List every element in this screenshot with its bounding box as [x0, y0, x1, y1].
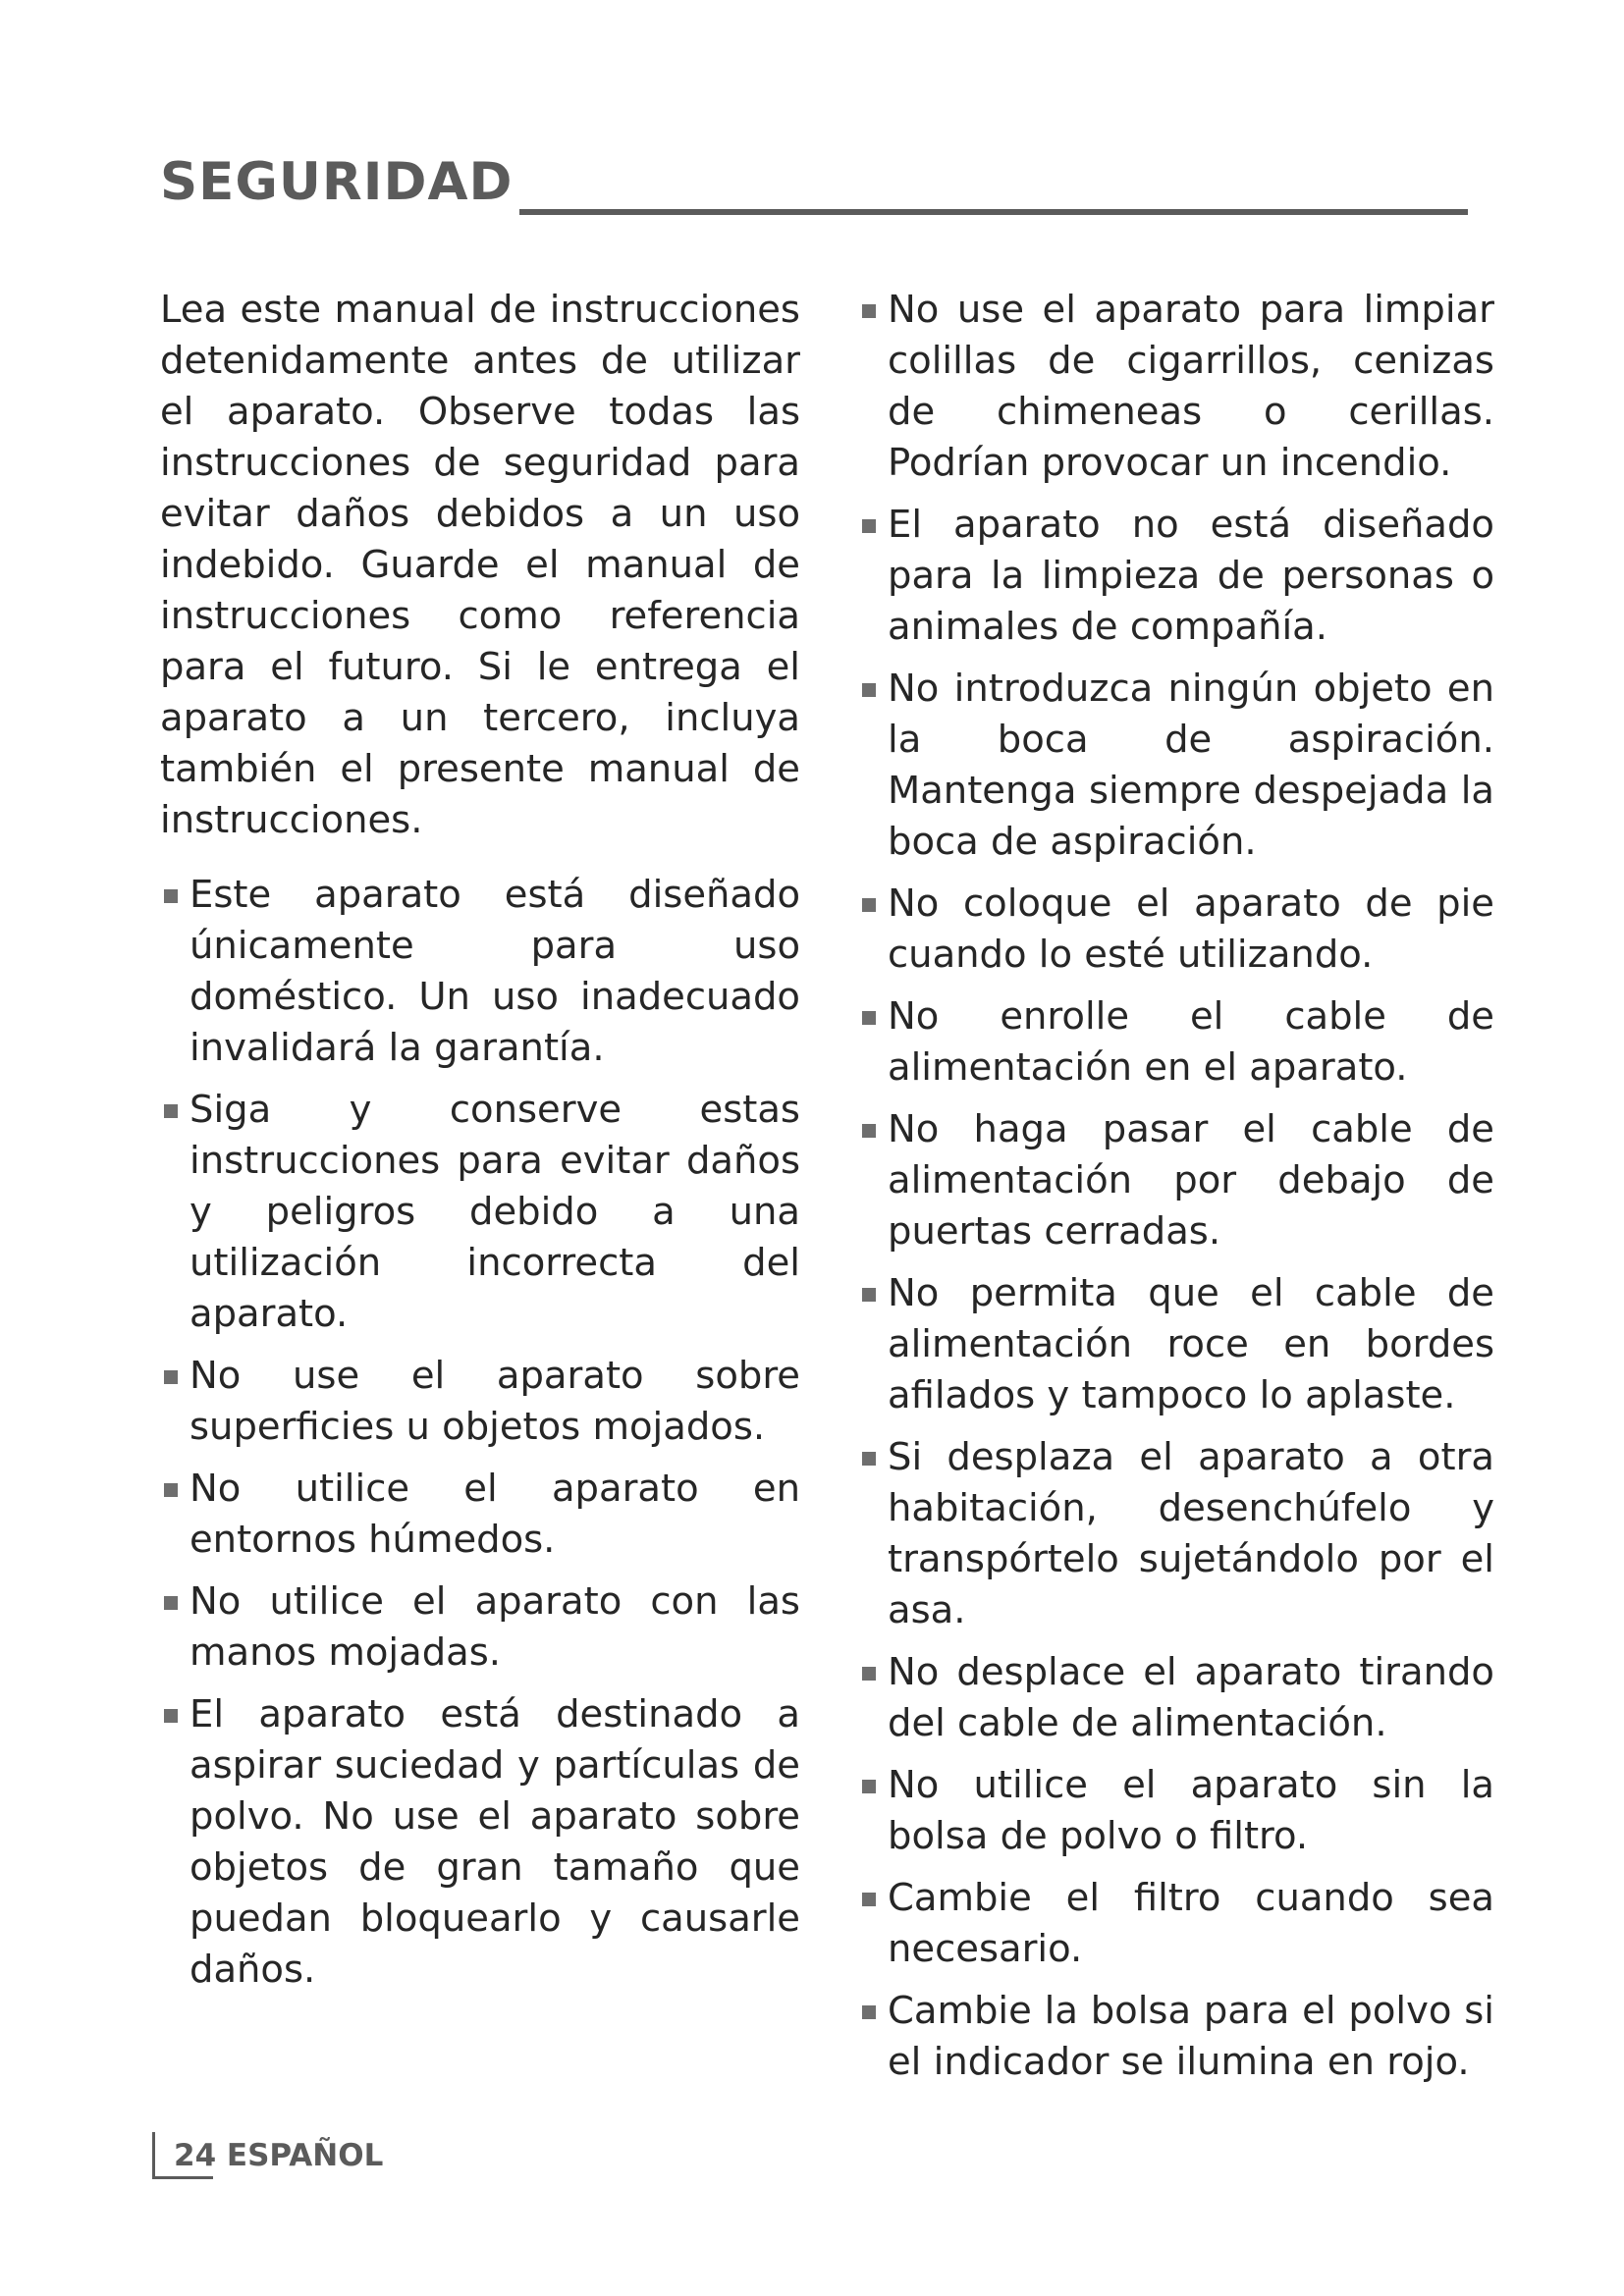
list-item	[858, 1647, 1494, 1749]
list-item-text: El aparato está destinado a aspirar suciedad y partículas de polvo. No use el aparato sobre objetos de gran tamaño que puedan bloquearlo y causarle daños.	[189, 1692, 800, 1992]
list-item	[858, 500, 1494, 653]
list-item	[858, 1986, 1494, 2088]
square-bullet-icon	[862, 898, 876, 912]
square-bullet-icon	[164, 889, 178, 903]
list-item	[858, 879, 1494, 981]
list-item-text: Si desplaza el aparato a otra habitación, desenchúfelo y transpórtelo sujetándolo por el asa.	[888, 1435, 1494, 1632]
list-item	[858, 991, 1494, 1094]
square-bullet-icon	[164, 1104, 178, 1118]
list-item	[160, 1576, 800, 1679]
list-item-text: No coloque el aparato de pie cuando lo esté utilizando.	[888, 881, 1494, 977]
list-item	[160, 1351, 800, 1453]
list-item-text: Este aparato está diseñado únicamente para uso doméstico. Un uso inadecuado invalidará la garantía.	[189, 873, 800, 1070]
list-item-text: No haga pasar el cable de alimentación por debajo de puertas cerradas.	[888, 1107, 1494, 1254]
section-heading	[160, 147, 1468, 220]
intro-paragraph: Lea este manual de instrucciones detenidamente antes de utilizar el aparato. Observe todas las instrucciones de seguridad para evitar daños debidos a un uso indebido. Guarde el manual de instrucciones como referencia para el futuro. Si le entrega el aparato a un tercero, incluya también el presente manual de instrucciones.	[160, 288, 800, 842]
list-item	[858, 664, 1494, 868]
list-item-text: No use el aparato sobre superficies u objetos mojados.	[189, 1354, 800, 1449]
list-item	[160, 1085, 800, 1340]
list-item	[858, 1268, 1494, 1421]
heading-rule	[519, 209, 1468, 215]
square-bullet-icon	[862, 1452, 876, 1466]
list-item-text: No permita que el cable de alimentación roce en bordes afilados y tampoco lo aplaste.	[888, 1271, 1494, 1417]
square-bullet-icon	[862, 683, 876, 697]
footer-corner-mark	[152, 2132, 155, 2179]
square-bullet-icon	[862, 1893, 876, 1906]
square-bullet-icon	[862, 1288, 876, 1302]
list-item-text: No utilice el aparato con las manos mojadas.	[189, 1579, 800, 1675]
square-bullet-icon	[862, 1780, 876, 1793]
list-item-text: No desplace el aparato tirando del cable de alimentación.	[888, 1650, 1494, 1745]
list-item-text: No use el aparato para limpiar colillas de cigarrillos, cenizas de chimeneas o cerillas. Podrían provocar un incendio.	[888, 288, 1494, 485]
list-item-text: No enrolle el cable de alimentación en el aparato.	[888, 994, 1494, 1090]
list-item-text: Siga y conserve estas instrucciones para evitar daños y peligros debido a una utilización incorrecta del aparato.	[189, 1088, 800, 1336]
list-item-text: No introduzca ningún objeto en la boca de aspiración. Mantenga siempre despejada la boca de aspiración.	[888, 667, 1494, 864]
list-item-text: Cambie la bolsa para el polvo si el indicador se ilumina en rojo.	[888, 1989, 1494, 2084]
square-bullet-icon	[862, 519, 876, 533]
square-bullet-icon	[164, 1483, 178, 1497]
list-item	[858, 285, 1494, 489]
square-bullet-icon	[862, 1667, 876, 1681]
square-bullet-icon	[164, 1709, 178, 1723]
square-bullet-icon	[862, 304, 876, 318]
square-bullet-icon	[862, 1011, 876, 1025]
footer-corner-mark	[152, 2176, 213, 2179]
list-item-text: No utilice el aparato en entornos húmedos.	[189, 1467, 800, 1562]
right-safety-list	[858, 285, 1494, 2088]
list-item	[858, 1873, 1494, 1975]
left-column	[160, 285, 800, 2006]
right-column	[858, 285, 1494, 2099]
left-safety-list	[160, 870, 800, 1996]
list-item-text: Cambie el filtro cuando sea necesario.	[888, 1876, 1494, 1971]
list-item-text: No utilice el aparato sin la bolsa de polvo o filtro.	[888, 1763, 1494, 1858]
list-item	[160, 1689, 800, 1996]
list-item	[160, 1464, 800, 1566]
square-bullet-icon	[164, 1596, 178, 1610]
page-title: SEGURIDAD	[160, 152, 514, 212]
list-item	[858, 1760, 1494, 1862]
square-bullet-icon	[862, 1124, 876, 1138]
list-item	[858, 1104, 1494, 1257]
page-footer	[152, 2126, 447, 2185]
page-number-label: 24 ESPAÑOL	[174, 2138, 384, 2173]
list-item	[160, 870, 800, 1074]
square-bullet-icon	[164, 1370, 178, 1384]
list-item-text: El aparato no está diseñado para la limpieza de personas o animales de compañía.	[888, 503, 1494, 649]
square-bullet-icon	[862, 2005, 876, 2019]
list-item	[858, 1432, 1494, 1636]
